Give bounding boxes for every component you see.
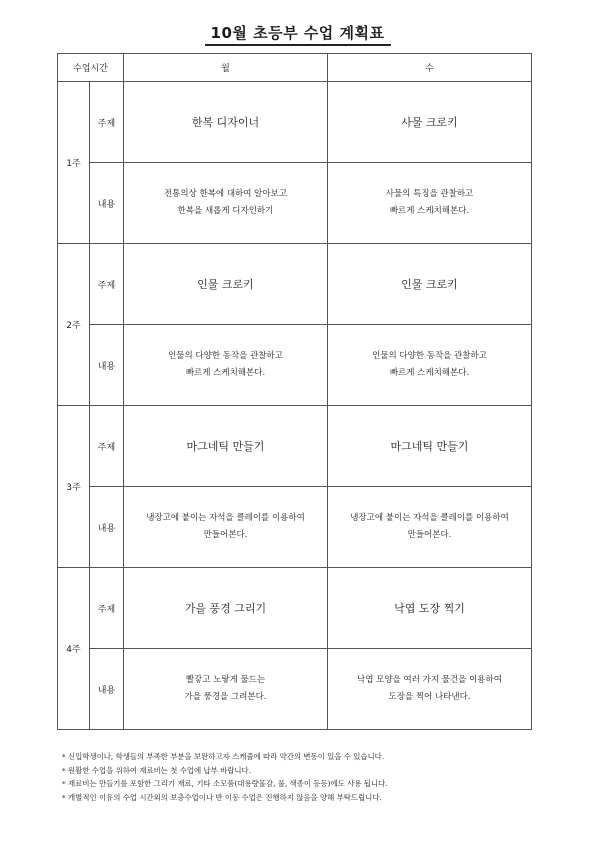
table-header-row bbox=[58, 54, 532, 82]
table-row bbox=[58, 325, 532, 406]
table-row bbox=[58, 487, 532, 568]
content-line: 냉장고에 붙이는 자석을 클레이를 이용하여 bbox=[350, 513, 509, 523]
header-time: 수업시간 bbox=[58, 54, 124, 82]
wednesday-content bbox=[328, 163, 532, 244]
week-label: 2주 bbox=[58, 244, 90, 406]
row-label-content: 내용 bbox=[90, 649, 124, 730]
wednesday-topic: 인물 크로키 bbox=[328, 244, 532, 325]
row-label-topic: 주제 bbox=[90, 82, 124, 163]
content-line: 인물의 다양한 동작을 관찰하고 bbox=[372, 351, 487, 361]
table-row bbox=[58, 82, 532, 163]
notes-section bbox=[62, 750, 542, 804]
content-line: 가을 풍경을 그려본다. bbox=[184, 692, 267, 702]
monday-content bbox=[124, 649, 328, 730]
monday-topic: 마그네틱 만들기 bbox=[124, 406, 328, 487]
monday-content bbox=[124, 163, 328, 244]
monday-content bbox=[124, 487, 328, 568]
wednesday-topic: 낙엽 도장 찍기 bbox=[328, 568, 532, 649]
table-row bbox=[58, 406, 532, 487]
content-line: 낙엽 모양을 여러 가지 물건을 이용하여 bbox=[357, 675, 502, 685]
wednesday-content bbox=[328, 649, 532, 730]
monday-topic: 가을 풍경 그리기 bbox=[124, 568, 328, 649]
wednesday-content bbox=[328, 325, 532, 406]
content-line: 사물의 특징을 관찰하고 bbox=[385, 189, 474, 199]
row-label-content: 내용 bbox=[90, 325, 124, 406]
wednesday-content bbox=[328, 487, 532, 568]
note-item: * 신입학생이나, 학생들의 부족한 부분을 보완하고자 스케쥴에 따라 약간의 변동이 있을 수 있습니다. bbox=[62, 752, 385, 761]
note-item: * 개별적인 이유의 수업 시간외의 보충수업이나 반 이동 수업은 진행하지 않음을 양해 부탁드립니다. bbox=[62, 792, 382, 802]
monday-topic: 한복 디자이너 bbox=[124, 82, 328, 163]
content-line: 빠르게 스케치해본다. bbox=[389, 368, 470, 378]
note-item: * 재료비는 만들기를 포함한 그리기 재료, 기타 소모품(대용량물감, 풀, 색종이 등등)에도 사용 됩니다. bbox=[62, 779, 388, 788]
content-line: 냉장고에 붙이는 자석을 클레이를 이용하여 bbox=[146, 513, 305, 523]
row-label-topic: 주제 bbox=[90, 406, 124, 487]
content-line: 만들어본다. bbox=[407, 530, 452, 540]
table-row bbox=[58, 244, 532, 325]
monday-topic: 인물 크로키 bbox=[124, 244, 328, 325]
page-title: 10월 초등부 수업 계획표 bbox=[210, 24, 385, 42]
row-label-content: 내용 bbox=[90, 487, 124, 568]
wednesday-topic: 마그네틱 만들기 bbox=[328, 406, 532, 487]
week-label: 3주 bbox=[58, 406, 90, 568]
content-line: 빨갛고 노랗게 물드는 bbox=[185, 675, 266, 685]
table-row bbox=[58, 649, 532, 730]
content-line: 만들어본다. bbox=[203, 530, 248, 540]
wednesday-topic: 사물 크로키 bbox=[328, 82, 532, 163]
week-label: 1주 bbox=[58, 82, 90, 244]
table-row bbox=[58, 568, 532, 649]
content-line: 빠르게 스케치해본다. bbox=[389, 206, 470, 216]
row-label-topic: 주제 bbox=[90, 244, 124, 325]
row-label-content: 내용 bbox=[90, 163, 124, 244]
content-line: 빠르게 스케치해본다. bbox=[185, 368, 266, 378]
content-line: 인물의 다양한 동작을 관찰하고 bbox=[168, 351, 283, 361]
note-item: * 원활한 수업을 위하여 재료비는 첫 수업에 납부 바랍니다. bbox=[62, 765, 252, 775]
row-label-topic: 주제 bbox=[90, 568, 124, 649]
content-line: 도장을 찍어 나타낸다. bbox=[388, 692, 471, 702]
content-line: 전통의상 한복에 대하여 알아보고 bbox=[163, 189, 288, 199]
title-underline bbox=[205, 44, 391, 46]
monday-content bbox=[124, 325, 328, 406]
header-monday: 월 bbox=[124, 54, 328, 82]
table-row bbox=[58, 163, 532, 244]
week-label: 4주 bbox=[58, 568, 90, 730]
content-line: 한복을 새롭게 디자인하기 bbox=[177, 206, 274, 216]
header-wednesday: 수 bbox=[328, 54, 532, 82]
lesson-plan-table bbox=[57, 53, 532, 730]
